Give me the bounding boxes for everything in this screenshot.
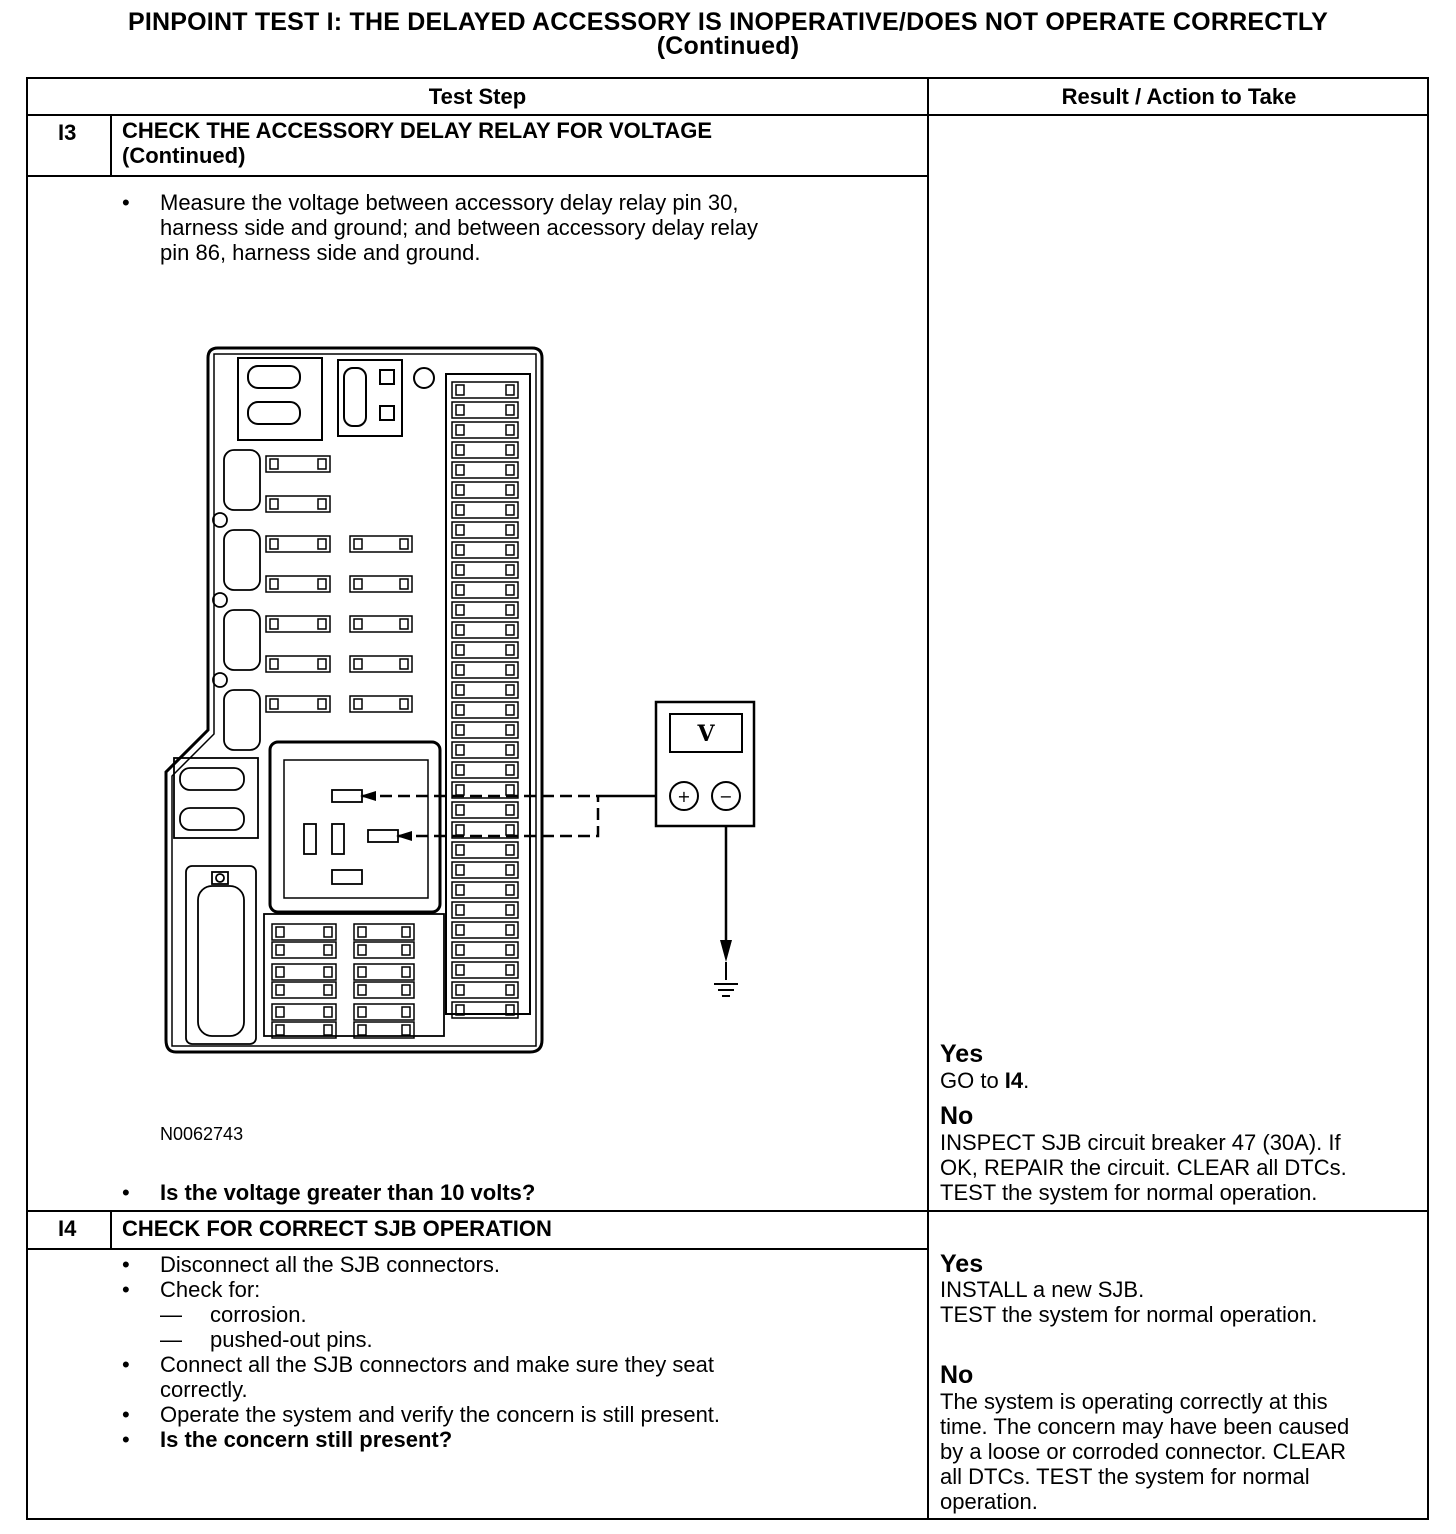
left-breaker-4 (224, 690, 260, 750)
i4-item-3-line1: Connect all the SJB connectors and make sure they seat (160, 1352, 714, 1377)
i3-no-line2: OK, REPAIR the circuit. CLEAR all DTCs. (940, 1155, 1347, 1180)
small-relay-2 (380, 406, 394, 420)
bullet-dot: • (122, 1277, 130, 1302)
i3-no-label: No (940, 1102, 974, 1130)
relay-pin-86 (368, 830, 398, 842)
i4-yes-text (940, 1277, 1317, 1327)
relay-pin-87 (332, 824, 344, 854)
i3-yes-suffix: . (1023, 1068, 1030, 1093)
step-number-i3: I3 (58, 120, 77, 145)
i4-item-4: Operate the system and verify the concern is still present. (160, 1402, 721, 1427)
i3-no-line1: INSPECT SJB circuit breaker 47 (30A). If (940, 1130, 1341, 1155)
voltmeter (656, 702, 754, 826)
relay-pin-30 (332, 790, 362, 802)
relay-pin-87a (332, 870, 362, 884)
goto-step-i4[interactable]: I4 (1004, 1068, 1024, 1093)
bullet-dot: • (122, 1402, 130, 1427)
i4-sub-1: corrosion. (210, 1302, 307, 1327)
i4-no-line2: time. The concern may have been caused (940, 1414, 1350, 1439)
bullet-dot: • (122, 190, 130, 215)
step-title-i3-line1: CHECK THE ACCESSORY DELAY RELAY FOR VOLTAGE (122, 118, 713, 143)
i4-no-text (940, 1389, 1349, 1514)
bullet-dot: • (122, 1352, 130, 1377)
lower-left-maxi-1 (180, 768, 244, 790)
step-number-divider-i4 (110, 1211, 112, 1249)
i4-no-line1: The system is operating correctly at this (940, 1389, 1328, 1414)
accessory-delay-relay (270, 742, 440, 912)
mount-hole (414, 368, 434, 388)
relay-pin-85 (304, 824, 316, 854)
step-title-i4: CHECK FOR CORRECT SJB OPERATION (122, 1216, 552, 1241)
i4-yes-line1: INSTALL a new SJB. (940, 1277, 1145, 1302)
step-number-i4: I4 (58, 1216, 77, 1241)
i4-item-1: Disconnect all the SJB connectors. (160, 1252, 500, 1277)
i3-yes-text (940, 1068, 1029, 1093)
title-line-2: (Continued) (656, 32, 800, 60)
dash: — (160, 1327, 182, 1352)
i4-sub-2: pushed-out pins. (210, 1327, 373, 1352)
maxi-fuse-2 (248, 402, 300, 424)
column-divider (927, 79, 929, 1520)
header-rule (28, 114, 1429, 116)
i3-instruction (160, 190, 758, 265)
i3-no-line3: TEST the system for normal operation. (940, 1180, 1318, 1205)
title-line-1: PINPOINT TEST I: THE DELAYED ACCESSORY IS INOPERATIVE/DOES NOT OPERATE CORRECTLY (128, 8, 1328, 36)
i4-item-3 (160, 1352, 714, 1402)
i3-instruction-line3: pin 86, harness side and ground. (160, 240, 481, 265)
i3-question: Is the voltage greater than 10 volts? (160, 1180, 536, 1205)
lower-left-maxi-2 (180, 808, 244, 830)
minus-sign: − (719, 787, 733, 806)
header-test-step: Test Step (428, 84, 527, 109)
left-breaker-3 (224, 610, 260, 670)
bullet-dot: • (122, 1180, 130, 1205)
left-breaker-2 (224, 530, 260, 590)
i4-no-line4: all DTCs. TEST the system for normal (940, 1464, 1310, 1489)
bullet-dot: • (122, 1252, 130, 1277)
i3-instruction-line2: harness side and ground; and between accessory delay relay (160, 215, 759, 240)
i3-instruction-line1: Measure the voltage between accessory delay relay pin 30, (160, 190, 739, 215)
i4-item-2: Check for: (160, 1277, 261, 1302)
dash: — (160, 1302, 182, 1327)
step-title-i3-line2: (Continued) (122, 143, 246, 168)
i3-no-text (940, 1130, 1347, 1205)
i4-yes-line2: TEST the system for normal operation. (940, 1302, 1318, 1327)
step-title-i3 (122, 118, 712, 168)
ground-symbol (714, 962, 738, 996)
i4-yes-label: Yes (940, 1250, 984, 1278)
voltmeter-display: V (697, 721, 715, 747)
left-breaker-1 (224, 450, 260, 510)
header-result: Result / Action to Take (1061, 84, 1297, 109)
plus-sign: + (677, 787, 691, 806)
top-middle-maxi (344, 368, 366, 426)
i4-question: Is the concern still present? (160, 1427, 453, 1452)
i4-title-rule (28, 1248, 927, 1250)
i3-title-rule (28, 175, 927, 177)
fuse-box-diagram (160, 340, 800, 1060)
i3-end-rule (28, 1210, 1429, 1212)
i4-no-line5: operation. (940, 1489, 1038, 1514)
bullet-dot: • (122, 1427, 130, 1452)
page-title (0, 10, 1456, 58)
step-number-divider-i3 (110, 114, 112, 176)
i4-no-line3: by a loose or corroded connector. CLEAR (940, 1439, 1347, 1464)
maxi-fuse-1 (248, 366, 300, 388)
i4-no-label: No (940, 1361, 974, 1389)
bottom-left-bay (186, 866, 256, 1044)
figure-id: N0062743 (160, 1124, 244, 1144)
i3-yes-prefix: GO to (940, 1068, 1005, 1093)
i3-yes-label: Yes (940, 1040, 984, 1068)
i4-item-3-line2: correctly. (160, 1377, 248, 1402)
small-relay-1 (380, 370, 394, 384)
